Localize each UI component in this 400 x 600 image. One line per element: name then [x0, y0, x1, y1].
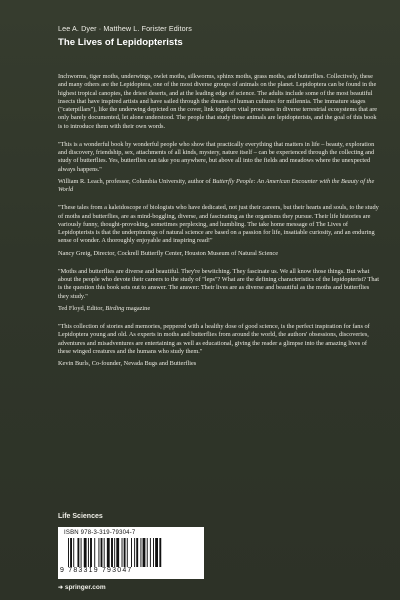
cover-header: [58, 24, 380, 48]
attribution-text: Ted Floyd, Editor,: [58, 304, 106, 312]
quote-1: "This is a wonderful book by wonderful people who show that practically everything that matters in life – beauty, exploration and discovery, friendship, sex, attachments of all kinds, mystery, nature itself – can be experienced through the collecting and study of butterflies. Yes, butterflies can take you anywhere, but above all into the fields and meadows where the unexpected always happens.": [58, 140, 375, 173]
attribution-text: William R. Leach, professor, Columbia University, author of: [58, 177, 213, 185]
attribution-text: Kevin Burls, Co-founder, Nevada Bugs and Butterflies: [58, 360, 197, 367]
arrow-right-icon: ➜: [58, 585, 64, 591]
quote-2: "These tales from a kaleidoscope of biologists who have dedicated, not just their careers, but their hearts and souls, to the study of moths and butterflies, are as mind-boggling, diverse, and fascinating as the organisms they pursue. Their life histories are variously funny, thought-provoking, sometimes perplexing, and humbling. The take home message of The Lives of Lepidopterists is that the underpinnings of natural science are based on a passion for life, insatiable curiosity, and an enduring sense of wonder. A thoroughly enjoyable and inspiring read!": [58, 204, 379, 245]
quote-3: "Moths and butterflies are diverse and beautiful. They're bewitching. They fascinate us. We all know those things. But what about the people who devote their careers to the study of "leps"? What are the defining characteristics of the lepidopterist? That is the question this book sets out to answer. The answer: Their lives are as diverse and beautiful as the moths and butterflies they study.": [58, 267, 380, 300]
quote-3-attribution: [58, 305, 380, 313]
attribution-text: Nancy Greig, Director, Cockrell Butterfly Center, Houston Museum of Natural Science: [58, 249, 278, 257]
quote-4: "This collection of stories and memories, peppered with a healthy dose of good science, is the perfect inspiration for fans of Lepidoptera young and old. As experts in moths and butterflies from around the world, the authors' obsessions, discoveries, adventures and misadventures are entertaining as well as educational, giving the reader a glimpse into the amazing lives of these winged creatures and the humans who study them.": [58, 323, 370, 355]
blurb-paragraph: Inchworms, tiger moths, underwings, owlet moths, silkworms, sphinx moths, grass moths, and butterflies. Collectively, these and many others are the Lepidoptera, one of the most diverse groups of animals on the planet. Lepidoptera can be found in the highest tropical canopies, the driest deserts, and at the leading edge of science. The adults include some of the most beautiful insects that have inspired artists and have sailed through the dreams of human cultures for millennia. The immature stages ("caterpillars"), like the underwing depicted on the cover, link together vital processes in diverse terrestrial ecosystems that are only barely documented, let alone understood. The people that study these animals are lepidopterists, and the goal of this book is to introduce them with their own words.: [58, 73, 378, 130]
blurb-and-reviews: [58, 73, 380, 368]
subject-category: [58, 513, 103, 520]
editors-line: Lee A. Dyer · Matthew L. Forister Editors: [58, 24, 192, 33]
isbn-barcode-block: [58, 527, 204, 579]
publisher-link[interactable]: [58, 584, 106, 591]
book-title: The Lives of Lepidopterists: [58, 37, 183, 48]
isbn-number: ISBN 978-3-319-79304-7: [64, 530, 136, 536]
quote-1-attribution: [58, 178, 380, 195]
category-label: Life Sciences: [58, 513, 103, 520]
barcode-icon: [66, 538, 200, 567]
quote-4-attribution: [58, 360, 380, 368]
quote-2-attribution: [58, 250, 380, 258]
attribution-work: Birding: [105, 304, 125, 312]
barcode-digits: 9 783319 793047: [60, 567, 133, 574]
publisher-url[interactable]: springer.com: [64, 584, 106, 591]
attribution-suffix: magazine: [124, 304, 151, 312]
attribution-work: Butterfly People: An American Encounter with the Beauty of the World: [58, 177, 375, 193]
